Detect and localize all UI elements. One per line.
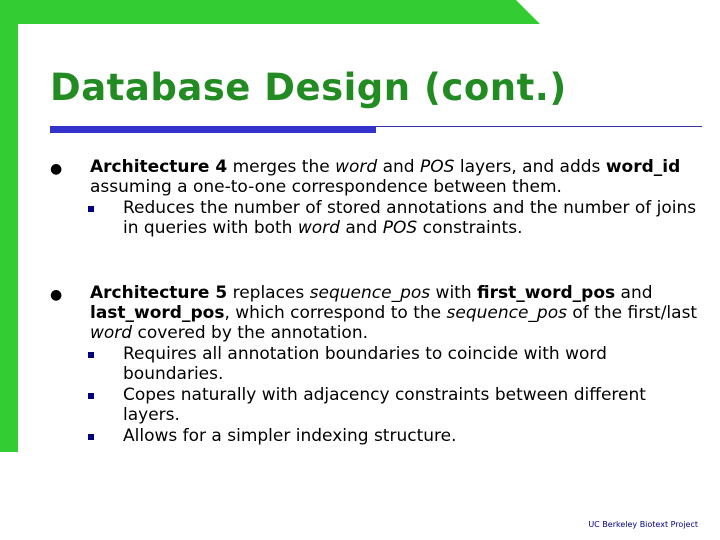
text-run: assuming a one-to-one correspondence between them.: [90, 177, 562, 197]
text-run: constraints.: [417, 218, 523, 238]
text-run: Architecture 4: [90, 157, 228, 177]
text-run: , which correspond to the: [224, 303, 447, 323]
text-run: first_word_pos: [477, 283, 616, 303]
sub-bullet-text: [123, 385, 646, 425]
square-bullet-icon: [88, 352, 94, 358]
sub-bullet-item: [50, 198, 700, 238]
text-run: merges the: [227, 157, 336, 177]
text-run: Reduces the number of stored annotations and the number of joins in queries with both: [123, 198, 697, 238]
sub-bullet-text: [123, 344, 607, 384]
text-run: word_id: [605, 157, 681, 177]
title-underline-thick: [50, 126, 376, 133]
square-bullet-icon: [88, 434, 94, 440]
sub-bullet-item: [50, 344, 700, 384]
text-run: POS: [382, 218, 418, 238]
sub-bullet-text: [123, 198, 696, 238]
text-run: and: [339, 218, 383, 238]
text-run: word: [335, 157, 378, 177]
square-bullet-icon: [88, 393, 94, 399]
text-run: Architecture 5: [90, 283, 228, 303]
bullet-dot-icon: ●: [50, 287, 63, 303]
text-run: covered by the annotation.: [132, 323, 369, 343]
square-bullet-icon: [88, 206, 94, 212]
footer-credit: UC Berkeley Biotext Project: [588, 520, 698, 529]
text-run: word: [297, 218, 340, 238]
slide-title: Database Design (cont.): [50, 66, 567, 109]
text-run: with: [430, 283, 478, 303]
text-run: last_word_pos: [90, 303, 225, 323]
text-run: word: [90, 323, 133, 343]
text-run: and: [615, 283, 653, 303]
text-run: Copes naturally with adjacency constraints between different layers.: [123, 385, 646, 425]
text-run: Requires all annotation boundaries to coincide with word boundaries.: [123, 344, 607, 384]
bullet-item: [50, 157, 700, 197]
text-run: sequence_pos: [446, 303, 567, 323]
bullet-text: [90, 283, 697, 343]
sub-bullet-item: [50, 426, 700, 446]
sub-bullet-item: [50, 385, 700, 425]
text-run: Allows for a simpler indexing structure.: [123, 426, 457, 446]
text-run: of the first/last: [566, 303, 698, 323]
text-run: and: [377, 157, 420, 177]
bullet-text: [90, 157, 680, 197]
bullet-architecture-4: [50, 157, 700, 238]
text-run: replaces: [227, 283, 310, 303]
sub-bullet-text: [123, 426, 457, 446]
text-run: sequence_pos: [309, 283, 431, 303]
text-run: layers, and adds: [454, 157, 606, 177]
text-run: POS: [420, 157, 455, 177]
bullet-architecture-5: [50, 283, 700, 446]
title-underline-thin: [376, 126, 702, 127]
bullet-dot-icon: ●: [50, 161, 63, 177]
bullet-item: [50, 283, 700, 343]
